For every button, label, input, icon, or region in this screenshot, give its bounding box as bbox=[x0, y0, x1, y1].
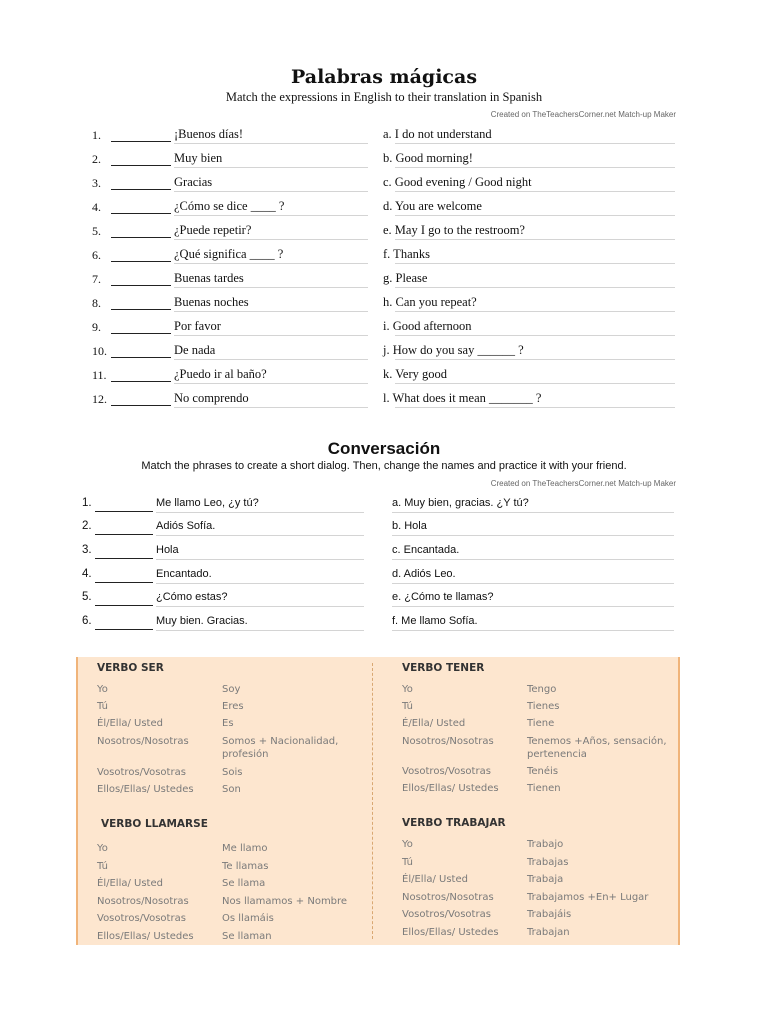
conjugation-cell: Tiene bbox=[527, 718, 555, 729]
conjugation-cell: Trabajan bbox=[527, 927, 570, 938]
row-rule bbox=[395, 311, 675, 312]
pronoun-cell: Vosotros/Vosotras bbox=[402, 766, 491, 777]
item-number: 8. bbox=[92, 296, 101, 310]
conjugation-cell: Trabajo bbox=[527, 839, 564, 850]
conversation-instructions: Match the phrases to create a short dialog. Then, change the names and practice it with your friend. bbox=[141, 460, 627, 472]
row-rule bbox=[395, 359, 675, 360]
dialog-row bbox=[0, 515, 768, 539]
row-rule bbox=[156, 630, 364, 631]
conjugation-cell: Se llaman bbox=[222, 931, 272, 942]
conversation-title: Conversación bbox=[327, 439, 441, 458]
row-rule bbox=[174, 287, 368, 288]
item-number: 1. bbox=[92, 128, 101, 142]
item-number: 4. bbox=[82, 568, 92, 580]
row-rule bbox=[174, 311, 368, 312]
pronoun-cell: É/Ella/ Usted bbox=[402, 718, 466, 729]
answer-blank[interactable] bbox=[111, 165, 171, 166]
answer-blank[interactable] bbox=[111, 381, 171, 382]
pronoun-cell: Yo bbox=[97, 684, 108, 695]
worksheet-instructions: Match the expressions in English to their translation in Spanish bbox=[225, 90, 543, 104]
spanish-expression: Muy bien bbox=[174, 151, 223, 165]
answer-blank[interactable] bbox=[111, 357, 171, 358]
row-rule bbox=[395, 407, 675, 408]
conjugation-cell: Nos llamamos + Nombre bbox=[222, 896, 348, 907]
english-expression: c. Good evening / Good night bbox=[383, 175, 532, 189]
pronoun-cell: Él/Ella/ Usted bbox=[97, 878, 163, 889]
match-row bbox=[0, 339, 768, 363]
spanish-expression: Gracias bbox=[174, 175, 213, 189]
spanish-expression: No comprendo bbox=[174, 391, 249, 405]
row-rule bbox=[174, 263, 368, 264]
item-number: 3. bbox=[92, 176, 101, 190]
row-rule bbox=[156, 583, 364, 584]
pronoun-cell: Él/Ella/ Usted bbox=[402, 874, 468, 885]
pronoun-cell: Tú bbox=[402, 701, 413, 712]
spanish-expression: Por favor bbox=[174, 319, 221, 333]
conjugation-cell: Me llamo bbox=[222, 843, 268, 854]
conjugation-cell: Tengo bbox=[527, 684, 557, 695]
pronoun-cell: Yo bbox=[97, 843, 108, 854]
answer-blank[interactable] bbox=[95, 582, 153, 583]
conjugation-cell: Tenéis bbox=[527, 766, 559, 777]
row-rule bbox=[395, 287, 675, 288]
answer-blank[interactable] bbox=[95, 511, 153, 512]
row-rule bbox=[392, 606, 674, 607]
item-number: 7. bbox=[92, 272, 101, 286]
match-row bbox=[0, 195, 768, 219]
pronoun-cell: Vosotros/Vosotras bbox=[97, 767, 186, 778]
row-rule bbox=[395, 335, 675, 336]
dialog-row bbox=[0, 563, 768, 587]
dialog-response: c. Encantada. bbox=[392, 544, 460, 556]
pronoun-cell: Ellos/Ellas/ Ustedes bbox=[97, 931, 194, 942]
answer-blank[interactable] bbox=[111, 261, 171, 262]
row-rule bbox=[156, 512, 364, 513]
dialog-response: d. Adiós Leo. bbox=[392, 568, 456, 580]
dialog-row bbox=[0, 492, 768, 516]
row-rule bbox=[174, 359, 368, 360]
item-number: 5. bbox=[82, 591, 92, 603]
english-expression: l. What does it mean _______ ? bbox=[383, 391, 542, 405]
english-expression: f. Thanks bbox=[383, 247, 430, 261]
item-number: 10. bbox=[92, 344, 107, 358]
pronoun-cell: Ellos/Ellas/ Ustedes bbox=[97, 784, 194, 795]
conjugation-cell: Trabajas bbox=[527, 857, 569, 868]
row-rule bbox=[174, 167, 368, 168]
pronoun-cell: Tú bbox=[97, 861, 108, 872]
conjugation-cell: Trabajáis bbox=[527, 909, 572, 920]
spanish-expression: ¿Qué significa ____ ? bbox=[174, 247, 284, 261]
verb-table-title: VERBO TENER bbox=[402, 662, 485, 674]
match-row bbox=[0, 291, 768, 315]
conjugation-cell: Somos + Nacionalidad, profesión bbox=[222, 736, 339, 760]
row-rule bbox=[392, 512, 674, 513]
pronoun-cell: Tú bbox=[97, 701, 108, 712]
english-expression: d. You are welcome bbox=[383, 199, 482, 213]
row-rule bbox=[174, 239, 368, 240]
dialog-phrase: Muy bien. Gracias. bbox=[156, 615, 248, 627]
english-expression: b. Good morning! bbox=[383, 151, 473, 165]
row-rule bbox=[395, 167, 675, 168]
answer-blank[interactable] bbox=[111, 309, 171, 310]
item-number: 9. bbox=[92, 320, 101, 334]
pronoun-cell: Ellos/Ellas/ Ustedes bbox=[402, 783, 499, 794]
english-expression: a. I do not understand bbox=[383, 127, 492, 141]
conjugation-divider bbox=[372, 663, 373, 939]
match-row bbox=[0, 315, 768, 339]
pronoun-cell: Tú bbox=[402, 857, 413, 868]
row-rule bbox=[392, 630, 674, 631]
match-row bbox=[0, 267, 768, 291]
credit-line: Created on TheTeachersCorner.net Match-up Maker bbox=[490, 110, 676, 119]
conjugation-cell: Sois bbox=[222, 767, 243, 778]
item-number: 2. bbox=[82, 520, 92, 532]
dialog-phrase: Hola bbox=[156, 544, 179, 556]
pronoun-cell: Yo bbox=[402, 684, 413, 695]
row-rule bbox=[156, 606, 364, 607]
answer-blank[interactable] bbox=[95, 534, 153, 535]
row-rule bbox=[392, 583, 674, 584]
row-rule bbox=[395, 263, 675, 264]
worksheet-title: Palabras mágicas bbox=[290, 66, 478, 88]
item-number: 12. bbox=[92, 392, 107, 406]
answer-blank[interactable] bbox=[111, 285, 171, 286]
answer-blank[interactable] bbox=[111, 333, 171, 334]
pronoun-cell: Él/Ella/ Usted bbox=[97, 718, 163, 729]
match-row bbox=[0, 171, 768, 195]
conjugation-cell: Son bbox=[222, 784, 241, 795]
item-number: 6. bbox=[82, 615, 92, 627]
match-row bbox=[0, 123, 768, 147]
dialog-row bbox=[0, 539, 768, 563]
spanish-expression: Buenas noches bbox=[174, 295, 249, 309]
row-rule bbox=[395, 239, 675, 240]
row-rule bbox=[395, 383, 675, 384]
credit-line: Created on TheTeachersCorner.net Match-up Maker bbox=[490, 479, 676, 488]
row-rule bbox=[395, 215, 675, 216]
row-rule bbox=[392, 535, 674, 536]
row-rule bbox=[174, 215, 368, 216]
row-rule bbox=[392, 559, 674, 560]
spanish-expression: De nada bbox=[174, 343, 216, 357]
english-expression: h. Can you repeat? bbox=[383, 295, 477, 309]
match-row bbox=[0, 147, 768, 171]
spanish-expression: ¡Buenos días! bbox=[174, 127, 244, 141]
dialog-response: f. Me llamo Sofía. bbox=[392, 615, 478, 627]
verb-table-title: VERBO SER bbox=[97, 662, 164, 674]
conjugation-cell: Trabaja bbox=[527, 874, 564, 885]
item-number: 6. bbox=[92, 248, 101, 262]
english-expression: i. Good afternoon bbox=[383, 319, 472, 333]
dialog-response: b. Hola bbox=[392, 520, 427, 532]
answer-blank[interactable] bbox=[111, 189, 171, 190]
spanish-expression: Buenas tardes bbox=[174, 271, 244, 285]
verb-table-title: VERBO TRABAJAR bbox=[402, 817, 506, 829]
answer-blank[interactable] bbox=[111, 237, 171, 238]
row-rule bbox=[156, 559, 364, 560]
conjugation-cell: Es bbox=[222, 718, 234, 729]
conjugation-cell: Eres bbox=[222, 701, 244, 712]
pronoun-cell: Vosotros/Vosotras bbox=[97, 913, 186, 924]
row-rule bbox=[156, 535, 364, 536]
english-expression: e. May I go to the restroom? bbox=[383, 223, 525, 237]
conjugation-cell: Tienes bbox=[527, 701, 560, 712]
dialog-response: a. Muy bien, gracias. ¿Y tú? bbox=[392, 497, 529, 509]
row-rule bbox=[174, 407, 368, 408]
dialog-phrase: Me llamo Leo, ¿y tú? bbox=[156, 497, 259, 509]
conjugation-cell: Te llamas bbox=[222, 861, 269, 872]
pronoun-cell: Ellos/Ellas/ Ustedes bbox=[402, 927, 499, 938]
match-row bbox=[0, 219, 768, 243]
item-number: 11. bbox=[92, 368, 107, 382]
item-number: 2. bbox=[92, 152, 101, 166]
conjugation-cell: Soy bbox=[222, 684, 241, 695]
english-expression: g. Please bbox=[383, 271, 428, 285]
english-expression: k. Very good bbox=[383, 367, 448, 381]
pronoun-cell: Vosotros/Vosotras bbox=[402, 909, 491, 920]
match-row bbox=[0, 243, 768, 267]
spanish-expression: ¿Puede repetir? bbox=[174, 223, 252, 237]
pronoun-cell: Nosotros/Nosotras bbox=[97, 736, 189, 747]
item-number: 4. bbox=[92, 200, 101, 214]
row-rule bbox=[174, 335, 368, 336]
pronoun-cell: Yo bbox=[402, 839, 413, 850]
match-row bbox=[0, 387, 768, 411]
item-number: 1. bbox=[82, 497, 92, 509]
row-rule bbox=[174, 143, 368, 144]
pronoun-cell: Nosotros/Nosotras bbox=[402, 892, 494, 903]
item-number: 5. bbox=[92, 224, 101, 238]
answer-blank[interactable] bbox=[95, 605, 153, 606]
row-rule bbox=[395, 143, 675, 144]
pronoun-cell: Nosotros/Nosotras bbox=[97, 896, 189, 907]
conjugation-cell: Tienen bbox=[527, 783, 561, 794]
row-rule bbox=[395, 191, 675, 192]
answer-blank[interactable] bbox=[95, 558, 153, 559]
verb-table-title: VERBO LLAMARSE bbox=[101, 818, 208, 830]
dialog-row bbox=[0, 610, 768, 634]
conjugation-cell: Tenemos +Años, sensación, pertenencia bbox=[527, 736, 667, 760]
spanish-expression: ¿Cómo se dice ____ ? bbox=[174, 199, 285, 213]
answer-blank[interactable] bbox=[111, 141, 171, 142]
item-number: 3. bbox=[82, 544, 92, 556]
dialog-phrase: ¿Cómo estas? bbox=[156, 591, 228, 603]
dialog-response: e. ¿Cómo te llamas? bbox=[392, 591, 494, 603]
pronoun-cell: Nosotros/Nosotras bbox=[402, 736, 494, 747]
dialog-phrase: Adiós Sofía. bbox=[156, 520, 216, 532]
row-rule bbox=[174, 383, 368, 384]
conjugation-cell: Trabajamos +En+ Lugar bbox=[527, 892, 649, 903]
conjugation-cell: Se llama bbox=[222, 878, 266, 889]
english-expression: j. How do you say ______ ? bbox=[383, 343, 524, 357]
answer-blank[interactable] bbox=[95, 629, 153, 630]
row-rule bbox=[174, 191, 368, 192]
dialog-phrase: Encantado. bbox=[156, 568, 212, 580]
answer-blank[interactable] bbox=[111, 405, 171, 406]
answer-blank[interactable] bbox=[111, 213, 171, 214]
dialog-row bbox=[0, 586, 768, 610]
conjugation-cell: Os llamáis bbox=[222, 913, 274, 924]
spanish-expression: ¿Puedo ir al baño? bbox=[174, 367, 267, 381]
match-row bbox=[0, 363, 768, 387]
